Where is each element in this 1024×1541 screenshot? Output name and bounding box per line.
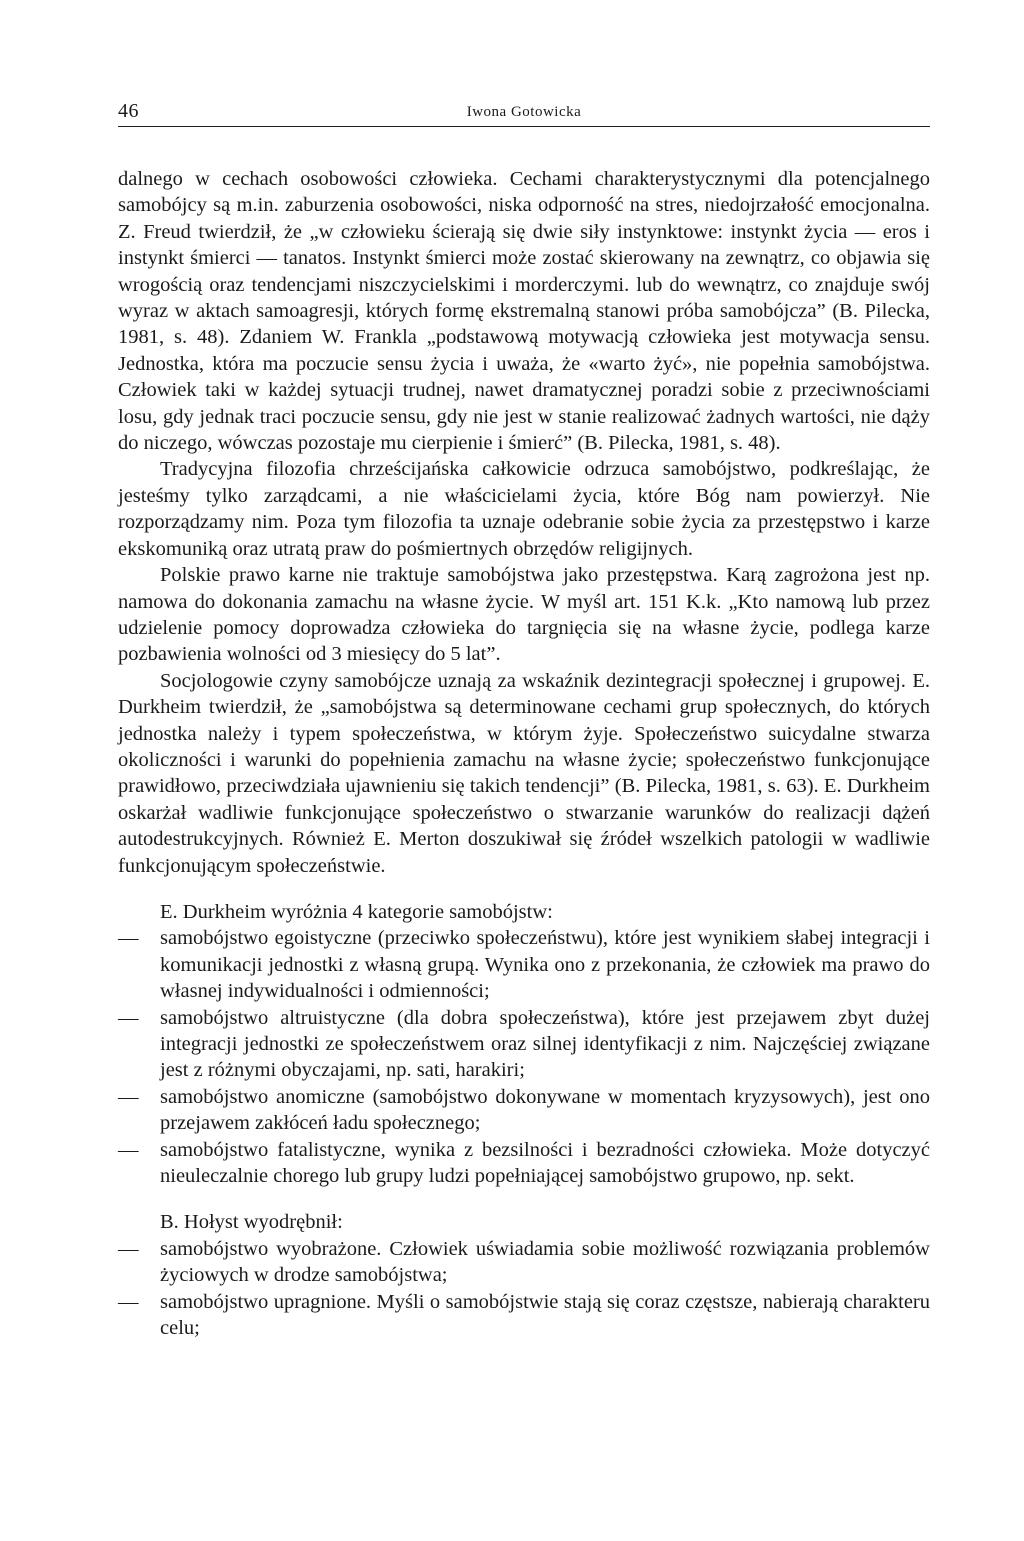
list-dash: — [118, 1237, 139, 1260]
section-gap [118, 1189, 930, 1209]
list-item-text: samobójstwo anomiczne (samobójstwo dokonywane w momentach kryzysowych), jest ono przejawem zakłóceń ładu społecznego; [160, 1085, 930, 1135]
list-item-text: samobójstwo altruistyczne (dla dobra społeczeństwa), które jest przejawem zbyt dużej integracji jednostki ze społeczeństwem oraz silnej identyfikacji z nim. Najczęściej związane jest z różnymi obyczajami, np. sati, harakiri; [160, 1006, 930, 1082]
list-item [118, 1289, 930, 1342]
running-header-author: Iwona Gotowicka [466, 104, 582, 120]
holyst-types-list [118, 1236, 930, 1342]
list-item [118, 1005, 930, 1084]
list-dash: — [118, 1006, 139, 1029]
list-item [118, 1084, 930, 1137]
list-item [118, 1236, 930, 1289]
list-dash: — [118, 1290, 139, 1313]
list-intro: B. Hołyst wyodrębnił: [160, 1211, 343, 1234]
list-item-text: samobójstwo upragnione. Myśli o samobójstwie stają się coraz częstsze, nabierają charakteru celu; [160, 1290, 930, 1340]
list-item-text: samobójstwo wyobrażone. Człowiek uświadamia sobie możliwość rozwiązania problemów życiowych w drodze samobójstwa; [160, 1237, 930, 1287]
list-dash: — [118, 1138, 139, 1161]
list-item [118, 925, 930, 1004]
paragraph: Tradycyjna filozofia chrześcijańska całkowicie odrzuca samobójstwo, podkreślając, że jesteśmy tylko zarządcami, a nie właścicielami życia, które Bóg nam powierzył. Nie rozporządzamy nim. Poza tym filozofia ta uznaje odebranie sobie życia za przestępstwo i karze ekskomuniką oraz utratą praw do pośmiertnych obrzędów religijnych. [118, 458, 930, 560]
list-dash: — [118, 1085, 139, 1108]
page-number: 46 [118, 100, 139, 122]
durkheim-categories-list [118, 925, 930, 1189]
paragraph: Polskie prawo karne nie traktuje samobójstwa jako przestępstwa. Karą zagrożona jest np. namowa do dokonania zamachu na własne życie. W myśl art. 151 K.k. „Kto namową lub przez udzielenie pomocy doprowadza człowieka do targnięcia się na własne życie, podlega karze pozbawienia wolności od 3 miesięcy do 5 lat”. [118, 564, 930, 666]
list-item-text: samobójstwo fatalistyczne, wynika z bezsilności i bezradności człowieka. Może dotyczyć nieuleczalnie chorego lub grupy ludzi popełniającej samobójstwo grupowo, np. sekt. [160, 1138, 930, 1188]
list-item [118, 1137, 930, 1190]
list-dash: — [118, 927, 139, 950]
paragraph: dalnego w cechach osobowości człowieka. Cechami charakterystycznymi dla potencjalnego samobójcy są m.in. zaburzenia osobowości, niska odporność na stres, niedojrzałość emocjonalna. Z. Freud twierdził, że „w człowieku ścierają się dwie siły instynktowe: instynkt życia — eros i instynkt śmierci — tanatos. Instynkt śmierci może zostać skierowany na zewnątrz, co objawia się wrogością oraz tendencjami niszczycielskimi i morderczymi. lub do wewnątrz, co znajduje swój wyraz w aktach samoagresji, których formę ekstremalną stanowi próba samobójcza” (B. Pilecka, 1981, s. 48). Zdaniem W. Frankla „podstawową motywacją człowieka jest motywacja sensu. Jednostka, która ma poczucie sensu życia i uważa, że «warto żyć», nie popełnia samobójstwa. Człowiek taki w każdej sytuacji trudnej, nawet dramatycznej poradzi sobie z przeciwnościami losu, gdy jednak traci poczucie sensu, gdy nie jest w stanie realizować żadnych wartości, nie dąży do niczego, wówczas pozostaje mu cierpienie i śmierć” (B. Pilecka, 1981, s. 48). [118, 168, 930, 455]
section-gap [118, 879, 930, 899]
body-text [118, 166, 930, 1341]
paragraph: Socjologowie czyny samobójcze uznają za wskaźnik dezintegracji społecznej i grupowej. E. Durkheim twierdził, że „samobójstwa są determinowane cechami grup społecznych, do których jednostka należy i typem społeczeństwa, w którym żyje. Społeczeństwo suicydalne stwarza okoliczności i warunki do popełnienia zamachu na własne życie; społeczeństwo funkcjonujące prawidłowo, przeciwdziała ujawnieniu się takich tendencji” (B. Pilecka, 1981, s. 63). E. Durkheim oskarżał wadliwie funkcjonujące społeczeństwo o stwarzanie warunków do realizacji dążeń autodestrukcyjnych. Również E. Merton doszukiwał się źródeł wszelkich patologii w wadliwie funkcjonującym społeczeństwie. [118, 669, 930, 877]
running-header [118, 100, 930, 127]
list-intro: E. Durkheim wyróżnia 4 kategorie samobójstw: [160, 900, 553, 923]
list-item-text: samobójstwo egoistyczne (przeciwko społeczeństwu), które jest wynikiem słabej integracji i komunikacji jednostki z własną grupą. Wynika ono z przekonania, że człowiek ma prawo do własnej indywidualności i odmienności; [160, 927, 930, 1003]
